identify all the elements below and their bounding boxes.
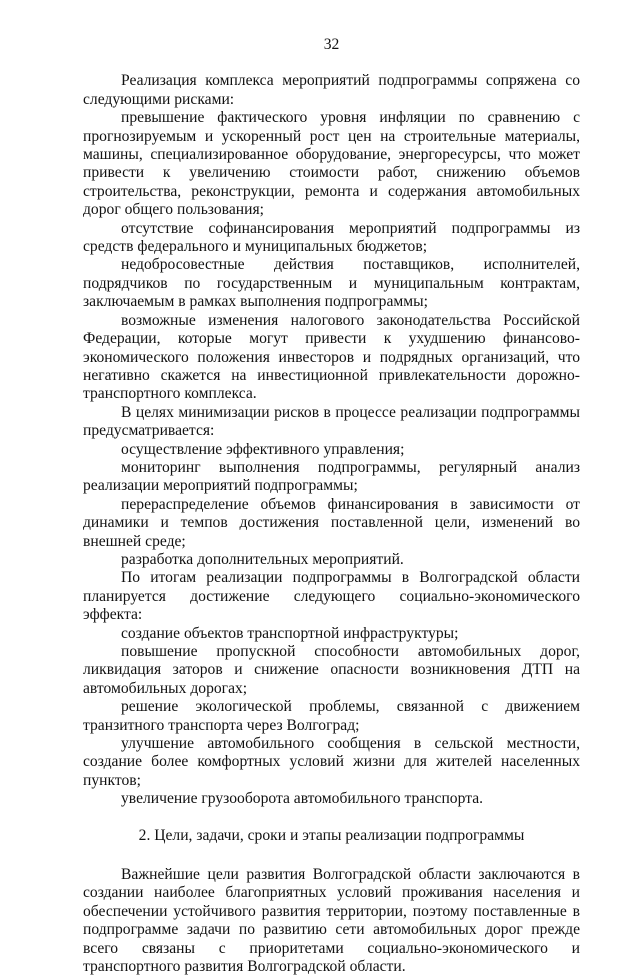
paragraph: превышение фактического уровня инфляции по сравнению с прогнозируемым и ускоренный рост цен на строительные материалы, машины, специализированное оборудование, энергоресурсы, что может привести к увеличению стоимости работ, снижению объемов строительства, реконструкции, ремонта и содержания автомобильных дорог общего пользования; (83, 109, 580, 219)
risks-and-effects-section (83, 72, 580, 808)
paragraph: отсутствие софинансирования мероприятий подпрограммы из средств федерального и муниципальных бюджетов; (83, 219, 580, 256)
page-number: 32 (323, 36, 340, 53)
paragraph: создание объектов транспортной инфраструктуры; (121, 624, 459, 642)
paragraph: По итогам реализации подпрограммы в Волгоградской области планируется достижение следующего социально-экономического эффекта: (83, 569, 580, 624)
paragraph: повышение пропускной способности автомобильных дорог, ликвидация заторов и снижение опасности возникновения ДТП на автомобильных дорогах; (83, 643, 580, 697)
paragraph: улучшение автомобильного сообщения в сельской местности, создание более комфортных условий жизни для жителей населенных пунктов; (83, 735, 580, 789)
paragraph: Важнейшие цели развития Волгоградской области заключаются в создании наиболее благоприятных условий проживания населения и обеспечении устойчивого развития территории, поэтому поставленные в подпрограмме задачи по развитию сети автомобильных дорог прежде всего связаны с приоритетами социально-экономического и транспортного развития Волгоградской области. (83, 866, 580, 976)
paragraph: осуществление эффективного управления; (121, 440, 405, 458)
goals-section (83, 866, 580, 976)
paragraph: перераспределение объемов финансирования в зависимости от динамики и темпов достижения поставленной цели, изменений во внешней среде; (83, 495, 580, 550)
paragraph: разработка дополнительных мероприятий. (121, 550, 404, 568)
section-heading: 2. Цели, задачи, сроки и этапы реализации подпрограммы (138, 826, 525, 844)
paragraph: В целях минимизации рисков в процессе реализации подпрограммы предусматривается: (83, 403, 580, 440)
paragraph: возможные изменения налогового законодательства Российской Федерации, которые могут привести к ухудшению финансово-экономического положения инвесторов и подрядных организаций, что негативно скажется на инвестиционной привлекательности дорожно-транспортного комплекса. (83, 311, 580, 403)
paragraph: Реализация комплекса мероприятий подпрограммы сопряжена со следующими рисками: (83, 72, 580, 108)
paragraph: увеличение грузооборота автомобильного транспорта. (121, 790, 484, 808)
paragraph: решение экологической проблемы, связанной с движением транзитного транспорта через Волгоград; (83, 698, 580, 734)
paragraph: недобросовестные действия поставщиков, исполнителей, подрядчиков по государственным и муниципальным контрактам, заключаемым в рамках выполнения подпрограммы; (83, 256, 580, 311)
paragraph: мониторинг выполнения подпрограммы, регулярный анализ реализации мероприятий подпрограммы; (83, 458, 580, 495)
